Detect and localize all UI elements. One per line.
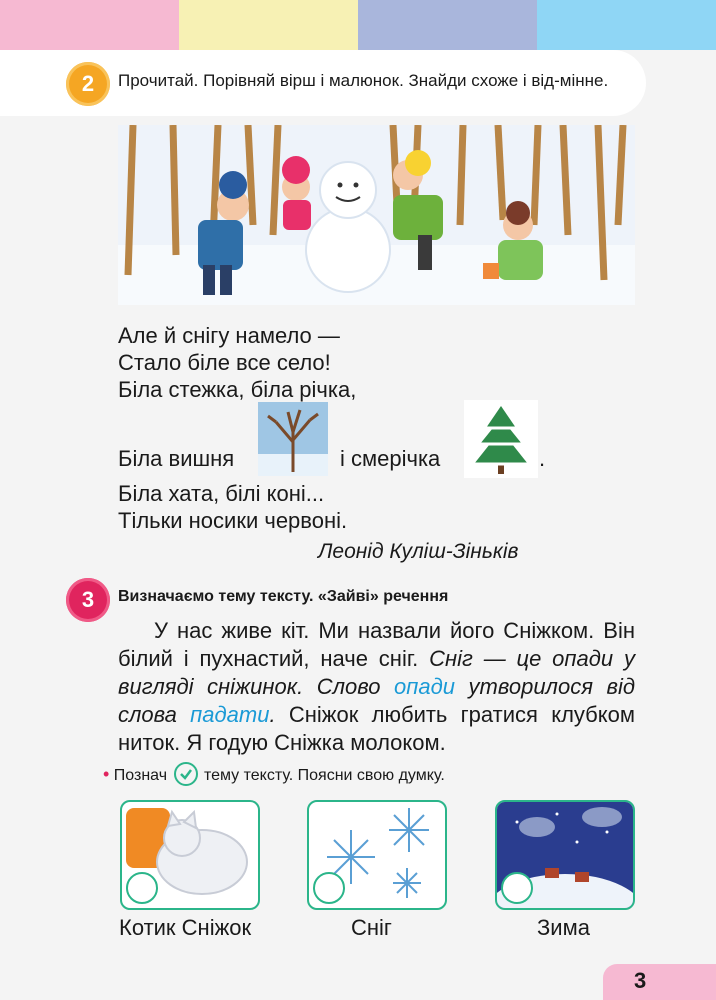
poem-line-6: Тільки носики червоні. (118, 508, 348, 533)
option-card-winter[interactable] (495, 800, 635, 910)
paragraph-text-4: . (269, 702, 276, 727)
task-3-bullet (103, 764, 445, 788)
option-label-snow: Сніг (351, 915, 392, 940)
color-strip-blue (358, 0, 537, 50)
task-3-paragraph (118, 617, 635, 757)
cherry-tree-icon (258, 402, 328, 476)
task-2-instruction: Прочитай. Порівняй вірш і малюнок. Знайди схоже і від-мінне. (118, 71, 609, 90)
option-checkbox-winter[interactable] (501, 872, 533, 904)
highlight-word-opady: опади (394, 674, 456, 699)
fir-tree-icon (464, 400, 538, 478)
color-strip-pink (0, 0, 179, 50)
option-checkbox-cat[interactable] (126, 872, 158, 904)
poem-line-5: Біла хата, білі коні... (118, 481, 325, 506)
bullet-text-end: тему тексту. Поясни свою думку. (203, 767, 445, 785)
poem-author: Леонід Куліш-Зіньків (318, 540, 519, 563)
poem-line-4-middle: і смерічка (340, 446, 441, 471)
bullet-dot: • (103, 764, 110, 785)
task-3-number-badge: 3 (66, 578, 110, 622)
highlight-word-padaty: падати (190, 702, 270, 727)
option-label-winter: Зима (537, 915, 590, 940)
option-checkbox-snow[interactable] (313, 872, 345, 904)
paragraph-text-5: Сніжок любить гратися клубком ниток. Я годую Сніжка молоком. (118, 702, 636, 755)
paragraph-text-2: Сніг — це опади у вигляді сніжинок. Слово (118, 646, 635, 699)
poem-line-4-start: Біла вишня (118, 446, 235, 471)
color-strip-yellow (179, 0, 358, 50)
check-mark-icon (174, 762, 198, 786)
bullet-text-start: Познач (113, 767, 168, 785)
poem-line-3: Біла стежка, біла річка, (118, 377, 357, 402)
option-label-cat: Котик Сніжок (119, 915, 252, 940)
page-number: 3 (634, 968, 647, 993)
poem-line-2: Стало біле все село! (118, 350, 331, 375)
color-strip-cyan (537, 0, 716, 50)
poem-line-4-end: . (539, 446, 546, 471)
task-2-number-badge: 2 (66, 62, 110, 106)
page-number-tab (603, 964, 716, 1000)
option-card-snow[interactable] (307, 800, 447, 910)
winter-snowman-illustration (118, 125, 635, 305)
option-card-cat[interactable] (120, 800, 260, 910)
paragraph-text-1: У нас живе кіт. Ми назвали його Сніжком. Він білий і пухнастий, наче сніг. (118, 618, 636, 671)
paragraph-text-3: утворилося від слова (118, 674, 635, 727)
poem-line-1: Але й снігу намело — (118, 323, 340, 348)
task-3-heading: Визначаємо тему тексту. «Зайві» речення (118, 588, 449, 605)
